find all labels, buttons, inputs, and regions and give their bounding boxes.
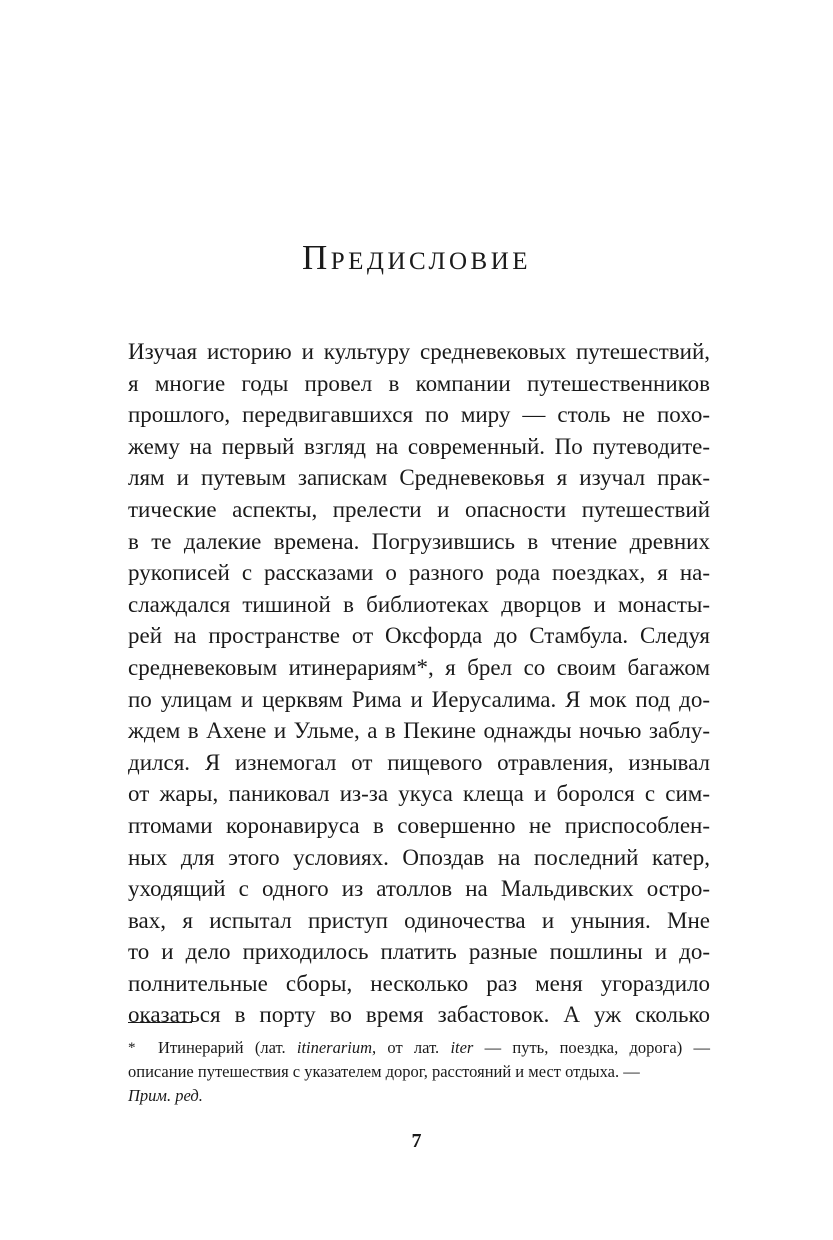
footnote-latin-term: iter (450, 1038, 474, 1057)
body-text (128, 336, 710, 1031)
body-line: ждем в Ахене и Ульме, а в Пекине однажды ночью заблу- (128, 718, 710, 744)
body-line: я многие годы провел в компании путешественников (128, 370, 710, 396)
body-line: от жары, паниковал из-за укуса клеща и боролся с сим- (128, 781, 710, 807)
body-line: птомами коронавируса в совершенно не приспособлен- (128, 812, 710, 838)
body-line: оказаться в порту во время забастовок. А уж сколько (128, 1002, 710, 1028)
body-line: вах, я испытал приступ одиночества и уныния. Мне (128, 907, 710, 933)
body-line: слаждался тишиной в библиотеках дворцов и монасты- (128, 591, 710, 617)
body-line: прошлого, передвигавшихся по миру — столь не похо- (128, 402, 710, 428)
body-line: Изучая историю и культуру средневековых путешествий, (128, 339, 710, 364)
page-number: 7 (411, 1130, 422, 1152)
footnote-marker: * (128, 1040, 136, 1056)
body-line: дился. Я изнемогал от пищевого отравления, изнывал (128, 749, 710, 775)
chapter-title: Предисловие (301, 238, 532, 277)
footnote-line-3 (128, 1084, 710, 1108)
body-line: рей на пространстве от Оксфорда до Стамбула. Следуя (128, 623, 710, 649)
footnote-divider (128, 1022, 192, 1023)
body-line: уходящий с одного из атоллов на Мальдивских остро- (128, 876, 710, 902)
footnote-text-segment: Итинерарий (лат. (158, 1038, 297, 1057)
footnote-latin-term: itinerarium (296, 1038, 373, 1057)
editor-note: Прим. ред. (128, 1086, 203, 1105)
footnote-line-2: описание путешествия с указателем дорог, расстояний и мест отдыха. — (128, 1062, 640, 1081)
footnote-text (128, 1036, 711, 1108)
body-line: полнительные сборы, несколько раз меня угораздило (128, 970, 710, 996)
body-line: тические аспекты, прелести и опасности путешествий (128, 496, 710, 522)
body-line: в те далекие времена. Погрузившись в чтение древних (128, 528, 710, 554)
body-line: жему на первый взгляд на современный. По путеводите- (128, 433, 710, 459)
body-line: лям и путевым запискам Средневековья я изучал прак- (128, 465, 710, 491)
footnote-text-segment: , от лат. (372, 1038, 451, 1057)
footnote-line-1 (158, 1036, 710, 1060)
body-line: по улицам и церквям Рима и Иерусалима. Я мок под до- (128, 686, 710, 712)
body-line: средневековым итинерариям*, я брел со своим багажом (128, 654, 710, 680)
footnote-text-segment: — путь, поездка, дорога) — (473, 1038, 711, 1057)
body-line: рукописей с рассказами о разного рода поездках, я на- (128, 560, 710, 586)
body-line: то и дело приходилось платить разные пошлины и до- (128, 939, 710, 965)
body-line: ных для этого условиях. Опоздав на последний катер, (128, 844, 710, 870)
